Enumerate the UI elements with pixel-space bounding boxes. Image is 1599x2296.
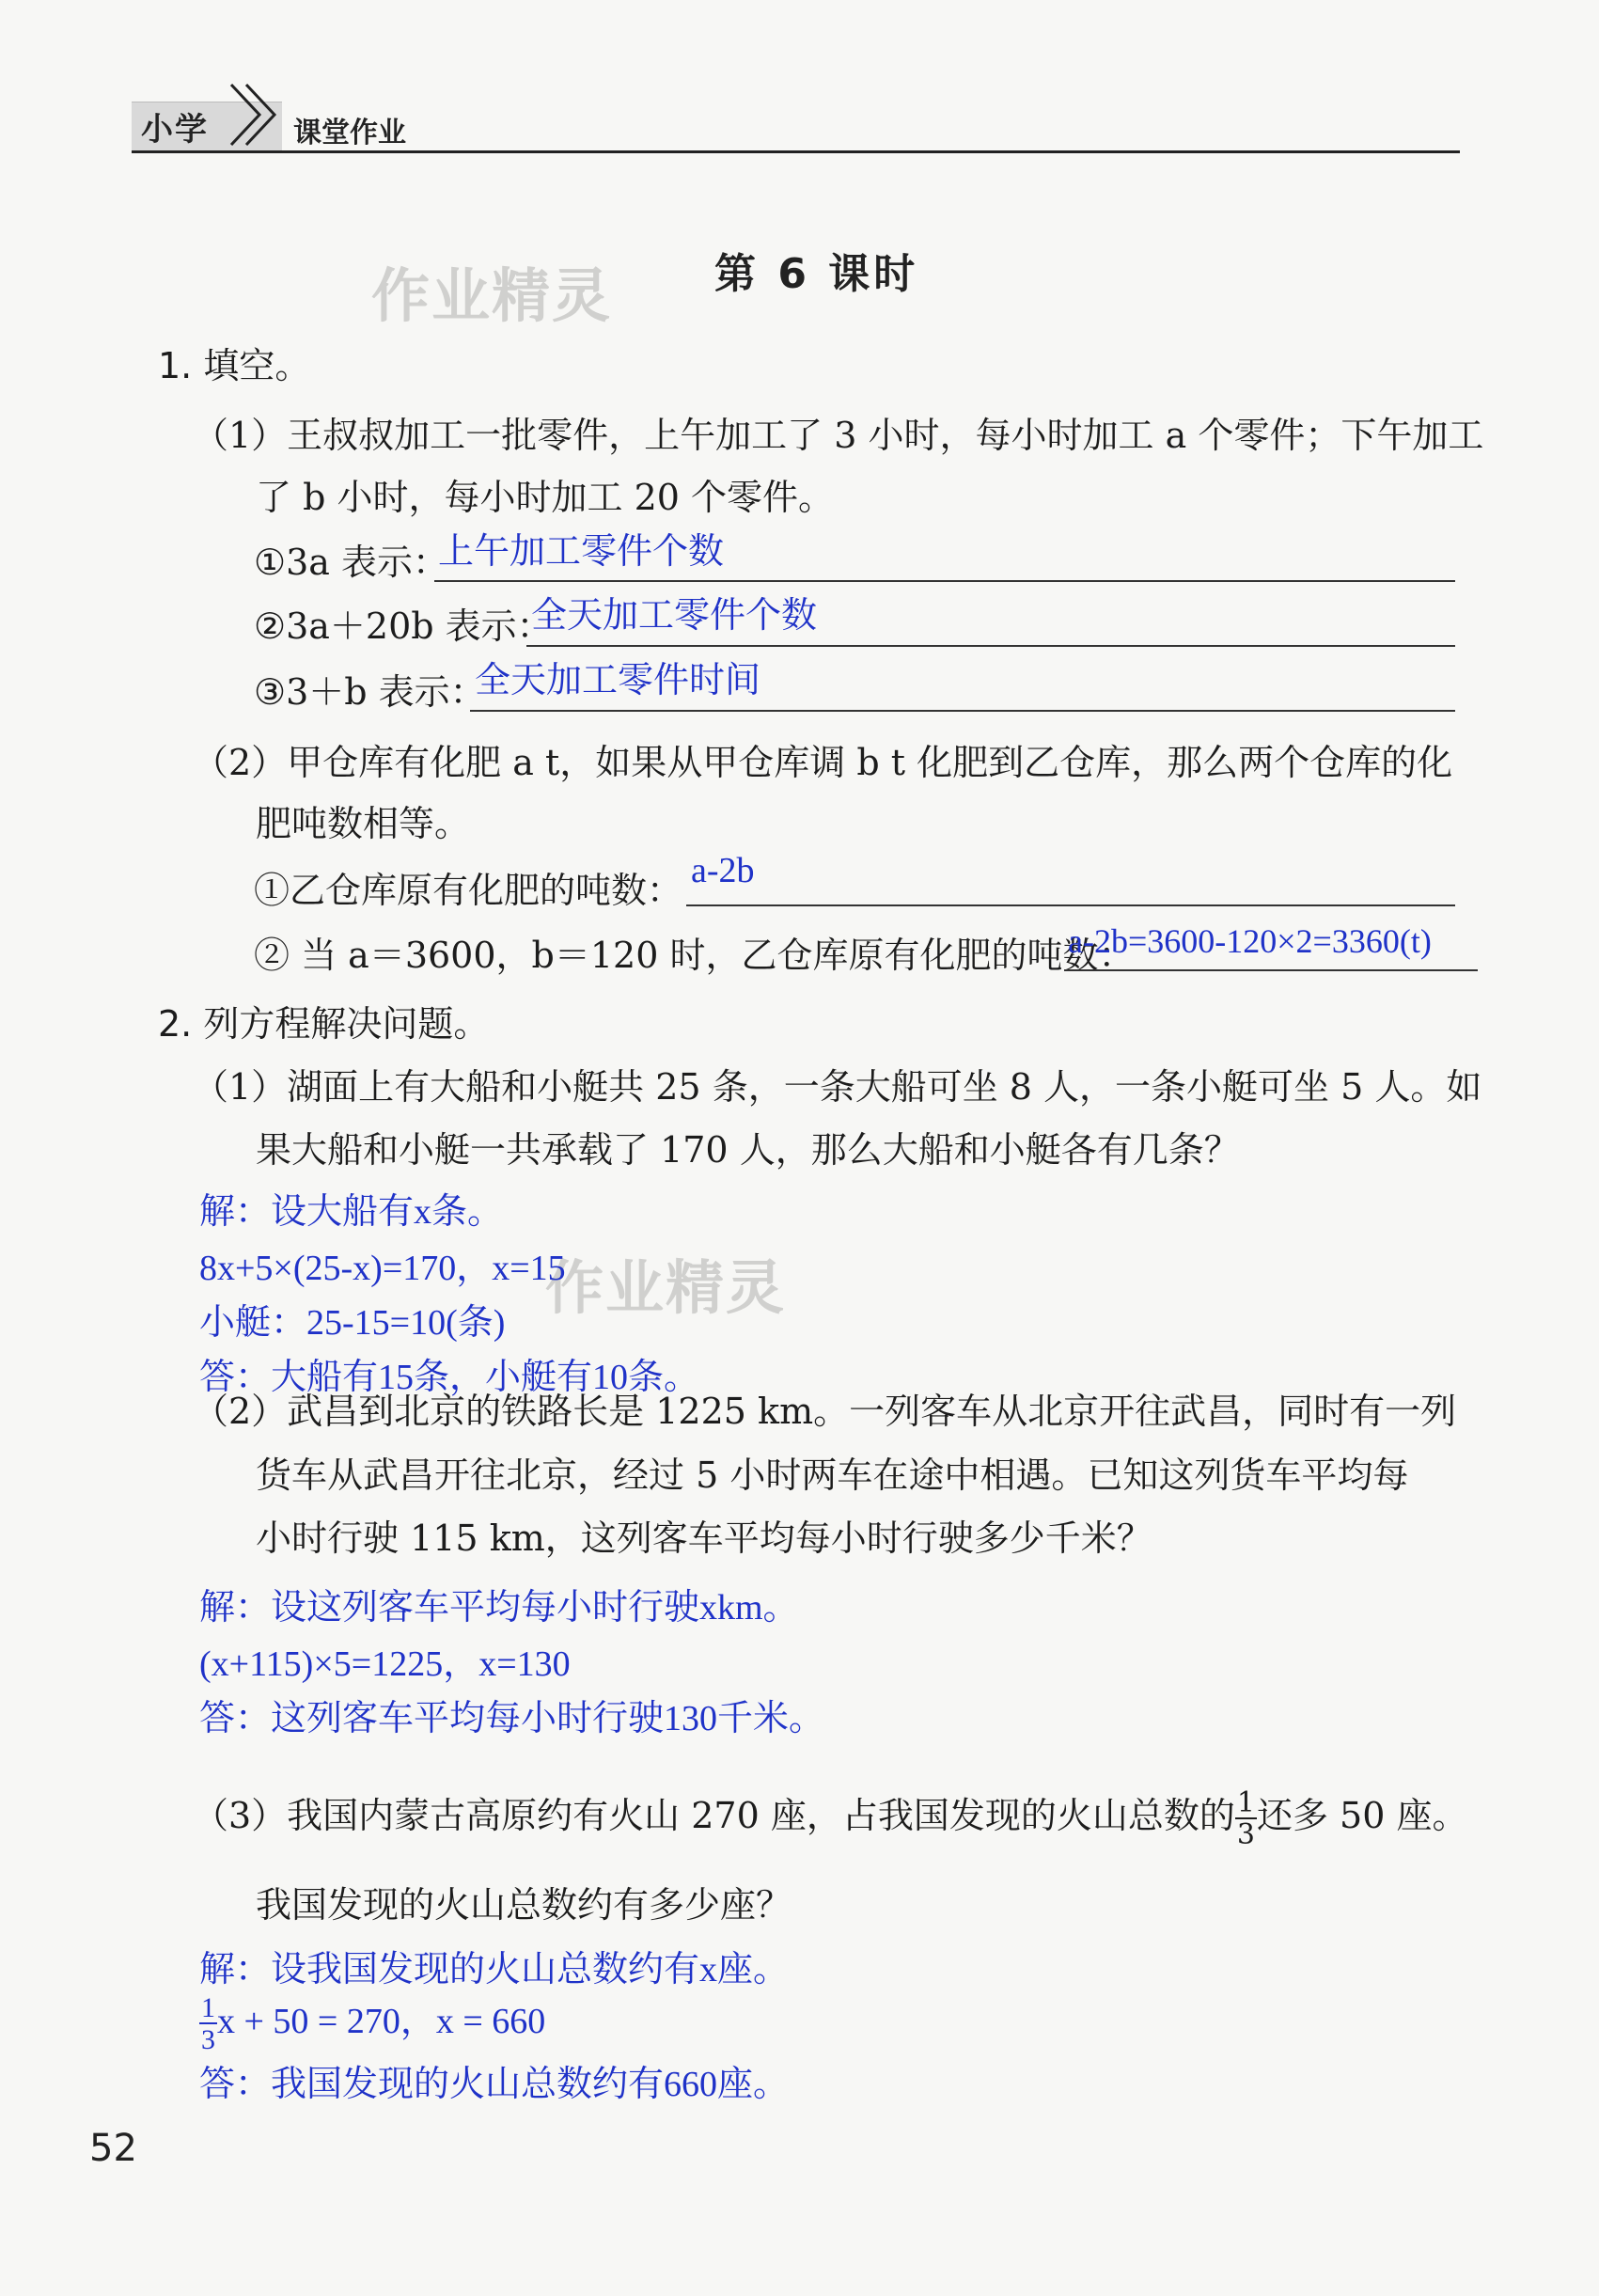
s2-p2-answer-1: 解：设这列客车平均每小时行驶xkm。 (199, 1588, 799, 1628)
header-book-title: 课堂作业 (293, 117, 406, 149)
s1-p2-line2: 肥吨数相等。 (256, 803, 471, 844)
header-level: 小学 (141, 111, 209, 149)
s2-p3-answer-3: 答：我国发现的火山总数约有660座。 (199, 2065, 790, 2104)
s2-p3-line1: （3）我国内蒙古高原约有火山 270 座，占我国发现的火山总数的 $\frac{1}{3}$ 还多 50 座。 (193, 1785, 1468, 1851)
s1-p1-line1: （1）王叔叔加工一批零件，上午加工了 3 小时，每小时加工 a 个零件；下午加工 (193, 415, 1484, 456)
chevron-icon (226, 77, 282, 152)
watermark: 作业精灵 (371, 261, 613, 330)
s2-p2-line2: 货车从武昌开往北京，经过 5 小时两车在途中相遇。已知这列货车平均每 (256, 1455, 1409, 1496)
s2-p3-answer-2: $\frac{1}{3}$ x + 50 = 270，x = 660 (201, 1992, 546, 2056)
section1-title: 1. 填空。 (158, 345, 311, 386)
s1-p1-item1-answer: 上午加工零件个数 (438, 532, 725, 572)
s2-p1-answer-2: 8x+5×(25-x)=170，x=15 (199, 1249, 566, 1288)
watermark: 作业精灵 (545, 1253, 787, 1322)
answer-underline (526, 645, 1455, 647)
fraction-one-third: $\frac{1}{3}$ (1236, 1785, 1255, 1851)
s1-p1-item2-label: ②3a＋20b 表示： (254, 605, 553, 647)
s2-p3-answer-1: 解：设我国发现的火山总数约有x座。 (199, 1950, 790, 1989)
s2-p3-line2: 我国发现的火山总数约有多少座？ (256, 1884, 792, 1926)
s2-p1-answer-1: 解：设大船有x条。 (199, 1192, 504, 1232)
s2-p2-answer-2: (x+115)×5=1225，x=130 (199, 1644, 571, 1684)
s1-p1-line2: 了 b 小时，每小时加工 20 个零件。 (256, 477, 834, 518)
page-number: 52 (89, 2127, 137, 2170)
s1-p2-item2-answer: a-2b=3600-120×2=3360(t) (1068, 922, 1432, 960)
s2-p2-line3: 小时行驶 115 km，这列客车平均每小时行驶多少千米？ (256, 1518, 1152, 1559)
s2-p1-answer-4: 答：大船有15条，小艇有10条。 (199, 1358, 700, 1397)
answer-underline (686, 904, 1455, 906)
answer-underline (470, 710, 1455, 712)
s2-p1-line2: 果大船和小艇一共承载了 170 人，那么大船和小艇各有几条？ (256, 1129, 1240, 1171)
answer-underline (434, 580, 1455, 582)
header-rule (132, 150, 1460, 153)
s2-p2-line1: （2）武昌到北京的铁路长是 1225 km。一列客车从北京开往武昌，同时有一列 (193, 1391, 1457, 1432)
s1-p2-item2-label: ② 当 a＝3600，b＝120 时，乙仓库原有化肥的吨数： (254, 935, 1135, 976)
s1-p2-item1-label: ①乙仓库原有化肥的吨数： (254, 870, 683, 911)
s1-p2-line1: （2）甲仓库有化肥 a t，如果从甲仓库调 b t 化肥到乙仓库，那么两个仓库的化 (193, 742, 1453, 783)
s1-p2-item1-answer: a-2b (691, 851, 755, 890)
answer-underline (1064, 969, 1478, 971)
s2-p2-answer-3: 答：这列客车平均每小时行驶130千米。 (199, 1699, 825, 1738)
s2-p1-line1: （1）湖面上有大船和小艇共 25 条，一条大船可坐 8 人，一条小艇可坐 5 人。如 (193, 1066, 1482, 1108)
lesson-title: 第 6 课时 (714, 250, 919, 298)
section2-title: 2. 列方程解决问题。 (158, 1003, 490, 1045)
s1-p1-item3-label: ③3＋b 表示： (254, 671, 486, 713)
s1-p1-item1-label: ①3a 表示： (254, 542, 448, 583)
s2-p1-answer-3: 小艇：25-15=10(条) (199, 1303, 506, 1343)
s1-p1-item2-answer: 全天加工零件个数 (531, 596, 818, 636)
s1-p1-item3-answer: 全天加工零件时间 (475, 661, 761, 700)
